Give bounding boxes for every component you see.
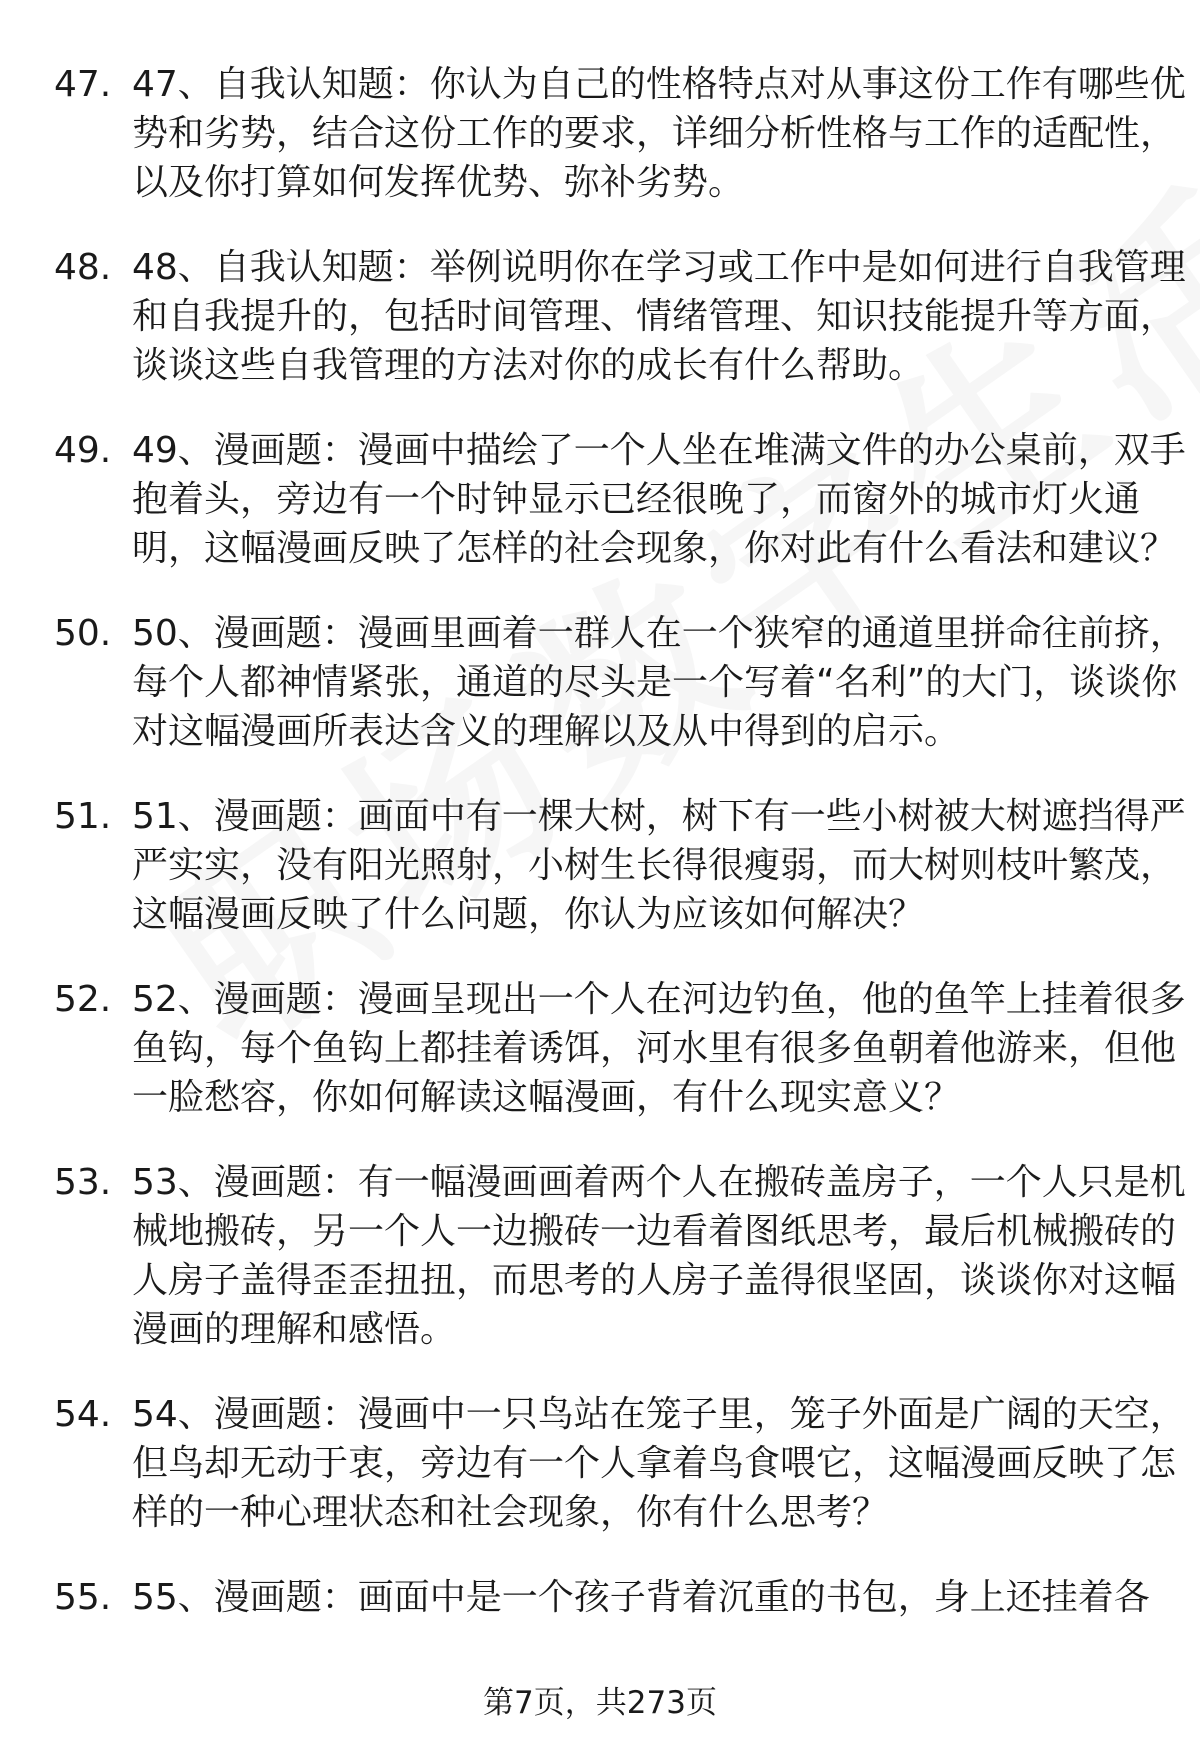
- question-text: 48、自我认知题：举例说明你在学习或工作中是如何进行自我管理和自我提升的，包括时间管理、情绪管理、知识技能提升等方面，谈谈这些自我管理的方法对你的成长有什么帮助。: [132, 247, 1186, 386]
- question-text: 51、漫画题：画面中有一棵大树，树下有一些小树被大树遮挡得严严实实，没有阳光照射，小树生长得很瘦弱，而大树则枝叶繁茂，这幅漫画反映了什么问题，你认为应该如何解决？: [132, 796, 1186, 935]
- question-item-54: [54, 1390, 1186, 1537]
- question-item-53: [54, 1158, 1186, 1354]
- page-number-footer: 第7页，共273页: [483, 1685, 717, 1721]
- question-text: 53、漫画题：有一幅漫画画着两个人在搬砖盖房子，一个人只是机械地搬砖，另一个人一边搬砖一边看着图纸思考，最后机械搬砖的人房子盖得歪歪扭扭，而思考的人房子盖得很坚固，谈谈你对这幅漫画的理解和感悟。: [132, 1162, 1186, 1350]
- question-text: 50、漫画题：漫画里画着一群人在一个狭窄的通道里拼命往前挤，每个人都神情紧张，通道的尽头是一个写着“名利”的大门，谈谈你对这幅漫画所表达含义的理解以及从中得到的启示。: [132, 613, 1186, 752]
- question-number: 50.: [54, 613, 112, 654]
- question-item-48: [54, 243, 1186, 390]
- question-list: [54, 60, 1186, 1658]
- question-number: 47.: [54, 64, 112, 105]
- question-text: 49、漫画题：漫画中描绘了一个人坐在堆满文件的办公桌前，双手抱着头，旁边有一个时钟显示已经很晚了，而窗外的城市灯火通明，这幅漫画反映了怎样的社会现象，你对此有什么看法和建议？: [132, 430, 1186, 569]
- question-text: 55、漫画题：画面中是一个孩子背着沉重的书包，身上还挂着各: [132, 1577, 1150, 1618]
- question-number: 55.: [54, 1577, 112, 1618]
- question-item-47: [54, 60, 1186, 207]
- question-number: 49.: [54, 430, 112, 471]
- question-text: 52、漫画题：漫画呈现出一个人在河边钓鱼，他的鱼竿上挂着很多鱼钩，每个鱼钩上都挂着诱饵，河水里有很多鱼朝着他游来，但他一脸愁容，你如何解读这幅漫画，有什么现实意义？: [132, 979, 1186, 1118]
- question-item-49: [54, 426, 1186, 573]
- question-number: 52.: [54, 979, 112, 1020]
- question-item-50: [54, 609, 1186, 756]
- question-number: 48.: [54, 247, 112, 288]
- question-number: 51.: [54, 796, 112, 837]
- question-number: 54.: [54, 1394, 112, 1435]
- question-number: 53.: [54, 1162, 112, 1203]
- question-text: 54、漫画题：漫画中一只鸟站在笼子里，笼子外面是广阔的天空，但鸟却无动于衷，旁边有一个人拿着鸟食喂它，这幅漫画反映了怎样的一种心理状态和社会现象，你有什么思考？: [132, 1394, 1186, 1533]
- question-item-52: [54, 975, 1186, 1122]
- question-item-51: [54, 792, 1186, 939]
- question-item-55: [54, 1573, 1154, 1622]
- question-text: 47、自我认知题：你认为自己的性格特点对从事这份工作有哪些优势和劣势，结合这份工作的要求，详细分析性格与工作的适配性，以及你打算如何发挥优势、弥补劣势。: [132, 64, 1186, 203]
